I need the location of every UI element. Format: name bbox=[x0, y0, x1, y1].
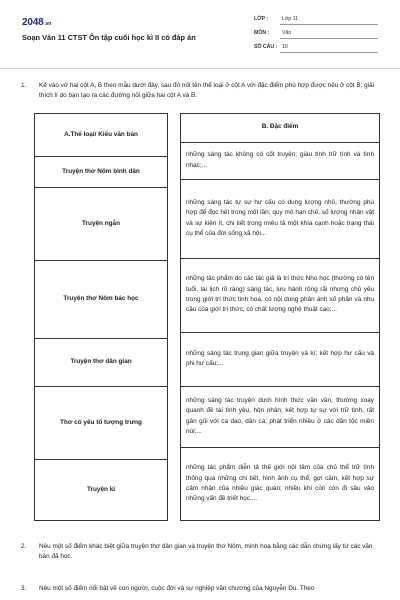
site-logo[interactable] bbox=[22, 17, 51, 28]
genre-cell: Truyện thơ Nôm bác học bbox=[63, 295, 139, 302]
genre-cell: Truyện ngắn bbox=[82, 219, 120, 227]
column-a-header: A.Thể loại/ Kiểu văn bản bbox=[64, 130, 138, 138]
meta-label: LỚP : bbox=[254, 16, 269, 22]
genre-cell: Truyện kí bbox=[86, 486, 116, 493]
feature-cell: những tác phẩm diễn tả thế giới nội tâm của chủ thể trữ tình thông qua những chi tiết, hình ảnh cụ thể, gợi cảm, kết hợp sự cảm nhận của nhiều giác quan; nhiều khi còn còn đi sâu vào những vấn đề triết học.... bbox=[186, 464, 374, 503]
question-text: Nêu một số điểm khác biệt giữa truyện thơ dân gian và truyện thơ Nôm, minh hoạ bằng các dẫn chứng lấy từ các văn bản đã học. bbox=[39, 543, 373, 560]
question-number: 3. bbox=[21, 585, 27, 592]
question-text: Nêu một số điểm nổi bật về con người, cuộc đời và sự nghiệp văn chương của Nguyễn Du. Theo bbox=[39, 585, 315, 592]
meta-underline bbox=[280, 24, 378, 25]
question-number: 1. bbox=[21, 82, 27, 89]
meta-value: Lớp 11 bbox=[282, 16, 298, 22]
feature-cell: những sáng tác không có cốt truyện; giàu tính trữ tình và tình nhạc;... bbox=[186, 151, 374, 169]
page-title: Soạn Văn 11 CTST Ôn tập cuối học kì II có đáp án bbox=[22, 33, 196, 42]
genre-cell: Thơ có yếu tố tượng trưng bbox=[60, 418, 142, 426]
genre-cell: Truyện thơ Nôm bình dân bbox=[62, 167, 140, 175]
meta-value: 10 bbox=[282, 44, 288, 50]
genre-cell: Truyện thơ dân gian bbox=[70, 358, 132, 365]
question-text: Kẻ vào vở hai cột A, B theo mẫu dưới đây, sau đó nối tên thể loại ở cột A với đặc điểm phù hợp được nêu ở cột B; giải thích lí do bạn tạo ra các đường nối giữa hai cột A và B. bbox=[39, 82, 375, 99]
logo-text: 2048 bbox=[22, 17, 44, 28]
meta-label: MÔN : bbox=[254, 30, 270, 36]
meta-label: SỐ CÂU : bbox=[254, 44, 278, 50]
feature-cell: những sáng tác truyện dưới hình thức văn vần, thường xoay quanh đề tài tình yêu, hôn nhân; kết hợp tự sự với trữ tình, rất gần gũi với ca dao, dân ca; phát triển nhiều ở các dân tộc miền núi;... bbox=[186, 396, 374, 435]
meta-underline bbox=[280, 52, 378, 53]
matching-table bbox=[34, 113, 380, 521]
column-b-header: B. Đặc điểm bbox=[261, 123, 299, 131]
question-number: 2. bbox=[21, 543, 27, 550]
meta-value: Văn bbox=[282, 30, 292, 36]
meta-underline bbox=[280, 38, 378, 39]
header-divider bbox=[0, 68, 400, 69]
page-header bbox=[0, 0, 400, 58]
logo-suffix: .vn bbox=[44, 21, 52, 27]
feature-cell: những sáng tác trung gian giữa truyện và kí; kết hợp hư cấu và phi hư cấu;... bbox=[186, 349, 374, 367]
feature-cell: những sáng tác tự sự hư cấu có dung lượng nhỏ, thường phù hợp để đọc hết trong một lần; quy mô hạn chế, số lượng nhân vật và sự kiện ít, chi tiết trong miêu tả một khía cạnh hoặc trạng thái cụ thể của đời sống xã hội... bbox=[186, 198, 374, 237]
feature-cell: những tác phẩm do các tác giả là trí thức Nho học (thường có tên tuổi, lai lịch rõ ràng) sáng tác, lưu hành rộng rãi nhưng chủ yếu trong giới trí thức tinh hoa, có nội dung phản ánh số phận và nhu cầu của giới trí thức, có chất lượng nghệ thuật cao;... bbox=[186, 275, 374, 314]
